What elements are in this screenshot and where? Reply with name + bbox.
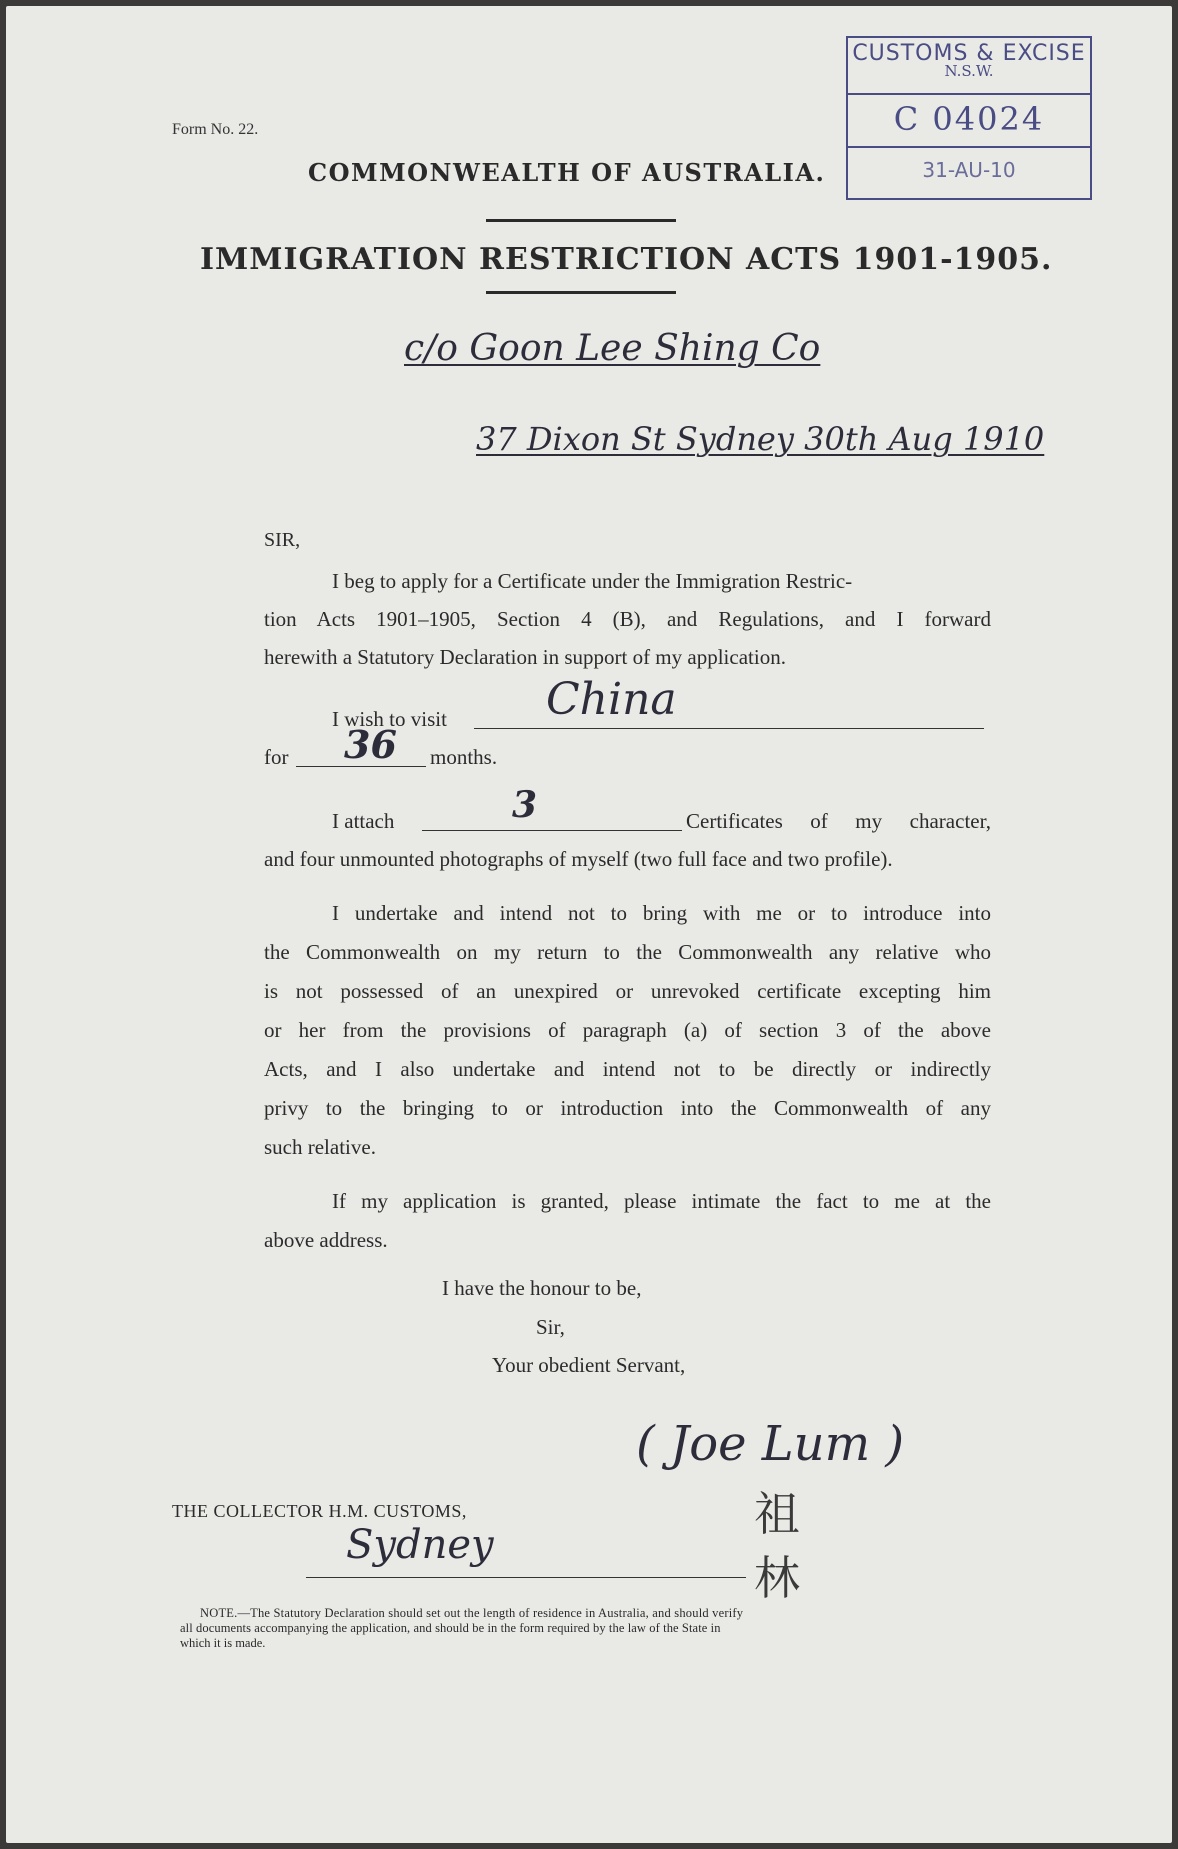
- salutation: SIR,: [264, 529, 301, 551]
- paragraph-3-line-1: I undertake and intend not to bring with me or to introduce into: [332, 901, 991, 925]
- handwritten-signature: ( Joe Lum ): [636, 1416, 905, 1472]
- note-line-1: NOTE.—The Statutory Declaration should set out the length of residence in Australia, and should verify: [200, 1606, 744, 1620]
- handwritten-destination: China: [546, 674, 677, 725]
- commonwealth-heading: COMMONWEALTH OF AUSTRALIA.: [308, 158, 826, 187]
- chinese-signature: 祖 林: [754, 1487, 800, 1605]
- closing-honour: I have the honour to be,: [442, 1276, 642, 1300]
- stamp-date: [848, 148, 1090, 196]
- certificates-label: Certificates of my character,: [686, 809, 991, 833]
- document-title: IMMIGRATION RESTRICTION ACTS 1901-1905.: [200, 242, 1053, 277]
- document-page: [6, 6, 1172, 1843]
- attach-label: I attach: [332, 809, 395, 833]
- handwritten-collector-city: Sydney: [346, 1522, 494, 1568]
- stamp-date-text: 31-AU-10: [922, 158, 1016, 182]
- handwritten-months: 36: [344, 722, 397, 767]
- paragraph-3-line-3: is not possessed of an unexpired or unrevoked certificate excepting him: [264, 979, 991, 1003]
- paragraph-1-line-2: tion Acts 1901–1905, Section 4 (B), and Regulations, and I forward: [264, 607, 991, 631]
- paragraph-3-line-6: privy to the bringing to or introduction into the Commonwealth of any: [264, 1096, 991, 1120]
- stamp-line1: CUSTOMS & EXCISE: [852, 41, 1086, 66]
- paragraph-3-line-2: the Commonwealth on my return to the Commonwealth any relative who: [264, 940, 991, 964]
- certificates-blank-line: [422, 830, 682, 831]
- collector-address: THE COLLECTOR H.M. CUSTOMS,: [172, 1501, 467, 1521]
- photographs-line: and four unmounted photographs of myself (two full face and two profile).: [264, 847, 893, 871]
- paragraph-3-line-5: Acts, and I also undertake and intend not to be directly or indirectly: [264, 1057, 991, 1081]
- customs-stamp: [846, 36, 1092, 200]
- paragraph-1-line-3: herewith a Statutory Declaration in support of my application.: [264, 645, 786, 669]
- rule-top: [486, 219, 676, 222]
- note-line-2: all documents accompanying the application, and should be in the form required by the law of the State in: [180, 1621, 721, 1635]
- months-label: months.: [430, 745, 498, 769]
- handwritten-certificates-count: 3: [512, 784, 538, 826]
- stamp-number: [848, 94, 1090, 148]
- note-line-3: which it is made.: [180, 1636, 266, 1650]
- stamp-number-text: C 04024: [893, 100, 1045, 138]
- visit-blank-line: [474, 728, 984, 729]
- stamp-line2: N.S.W.: [944, 62, 994, 80]
- closing-sir: Sir,: [536, 1315, 565, 1339]
- paragraph-1-line-1: I beg to apply for a Certificate under the Immigration Restric-: [332, 569, 853, 593]
- paragraph-3-line-4: or her from the provisions of paragraph (a) of section 3 of the above: [264, 1018, 991, 1042]
- form-number: Form No. 22.: [172, 121, 259, 138]
- stamp-header: [848, 38, 1090, 95]
- collector-blank-line: [306, 1577, 746, 1578]
- for-label: for: [264, 745, 289, 769]
- handwritten-address-line1: c/o Goon Lee Shing Co: [404, 328, 821, 369]
- paragraph-4-line-2: above address.: [264, 1228, 388, 1252]
- wish-to-visit-label: I wish to visit: [332, 707, 447, 731]
- closing-servant: Your obedient Servant,: [492, 1353, 686, 1377]
- paragraph-3-line-7: such relative.: [264, 1135, 376, 1159]
- paragraph-4-line-1: If my application is granted, please intimate the fact to me at the: [332, 1189, 991, 1213]
- handwritten-address-line2: 37 Dixon St Sydney 30th Aug 1910: [476, 420, 1045, 458]
- rule-bottom: [486, 291, 676, 294]
